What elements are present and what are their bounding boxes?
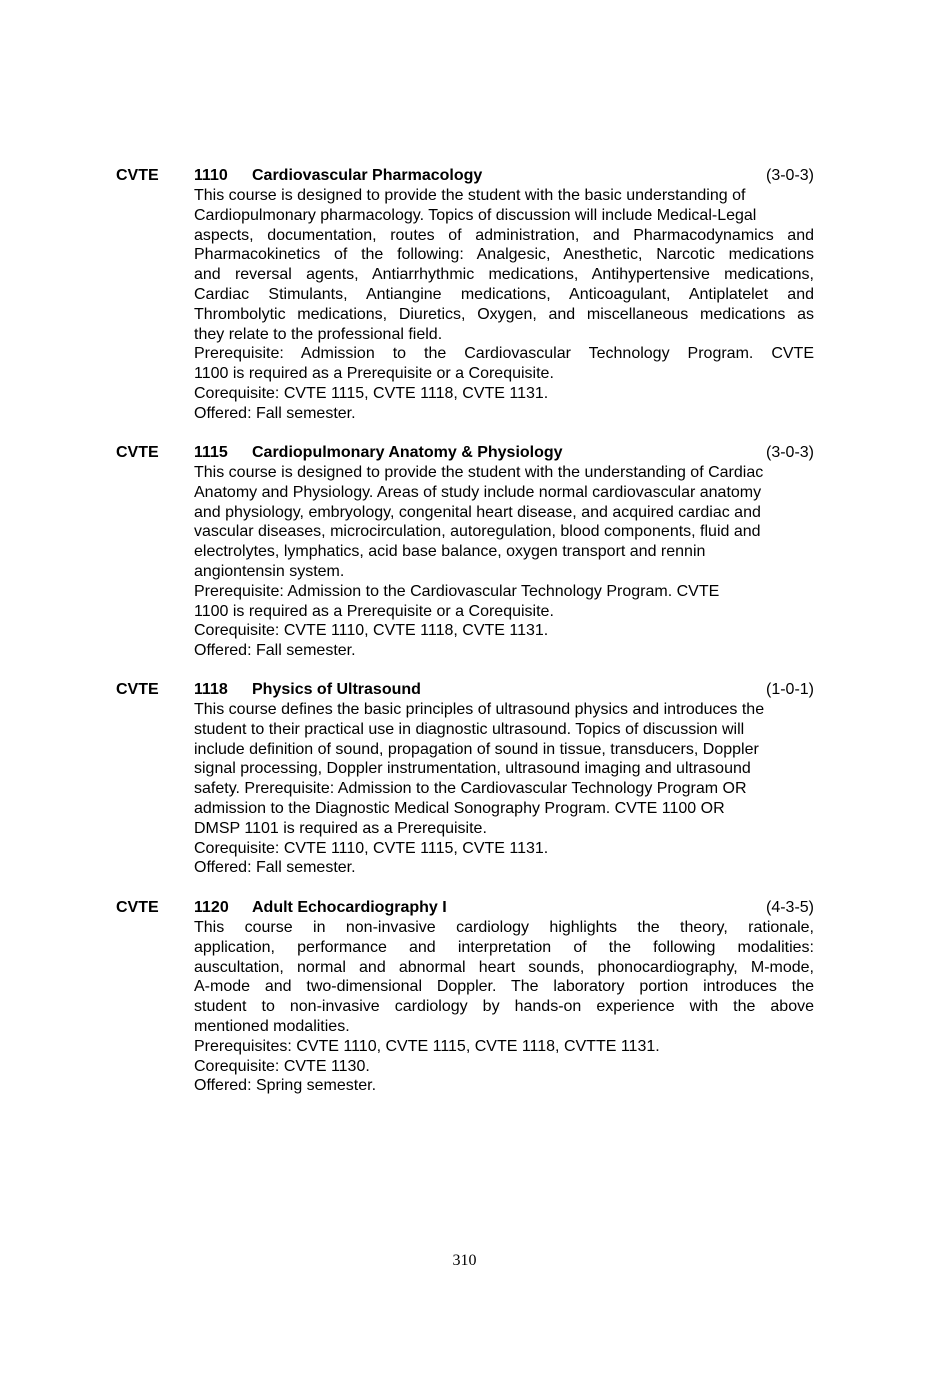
course-dept: CVTE bbox=[116, 167, 159, 184]
description-line: Anatomy and Physiology. Areas of study include normal cardiovascular anatomy bbox=[194, 483, 762, 501]
course-number: 1120 bbox=[194, 899, 229, 916]
course-title: Cardiopulmonary Anatomy & Physiology bbox=[252, 444, 563, 461]
course-title: Cardiovascular Pharmacology bbox=[252, 167, 483, 184]
description-line: 1100 is required as a Prerequisite or a Corequisite. bbox=[194, 365, 554, 383]
description-line: Offered: Fall semester. bbox=[194, 859, 356, 877]
course-credits: (4-3-5) bbox=[765, 899, 814, 916]
description-line: Corequisite: CVTE 1115, CVTE 1118, CVTE 1131. bbox=[194, 384, 549, 402]
course-title: Physics of Ultrasound bbox=[252, 681, 421, 698]
course-credits: (3-0-3) bbox=[765, 444, 814, 461]
course-entry-cvte-1118 bbox=[116, 680, 814, 878]
description-line: Corequisite: CVTE 1130. bbox=[194, 1057, 370, 1075]
description-line: This course in non-invasive cardiology highlights the theory, rationale, bbox=[194, 919, 814, 936]
description-line: aspects, documentation, routes of administration, and Pharmacodynamics and bbox=[194, 226, 814, 244]
description-line: and reversal agents, Antiarrhythmic medications, Antihypertensive medications, bbox=[194, 266, 814, 284]
description-line: application, performance and interpretation of the following modalities: bbox=[194, 938, 814, 956]
course-credits: (3-0-3) bbox=[765, 167, 814, 184]
course-credits: (1-0-1) bbox=[765, 681, 814, 698]
description-line: auscultation, normal and abnormal heart sounds, phonocardiography, M-mode, bbox=[194, 958, 814, 976]
course-entry-cvte-1115 bbox=[116, 443, 814, 661]
course-entry-cvte-1110 bbox=[116, 166, 814, 424]
description-line: mentioned modalities. bbox=[194, 1017, 350, 1035]
description-line: Offered: Fall semester. bbox=[194, 642, 356, 660]
description-line: Prerequisites: CVTE 1110, CVTE 1115, CVTE 1118, CVTTE 1131. bbox=[194, 1037, 660, 1055]
course-description bbox=[194, 463, 814, 661]
course-description bbox=[194, 918, 814, 1096]
course-heading bbox=[116, 166, 814, 186]
description-line: DMSP 1101 is required as a Prerequisite. bbox=[194, 819, 487, 837]
description-line: Corequisite: CVTE 1110, CVTE 1115, CVTE 1131. bbox=[194, 839, 549, 857]
description-line: admission to the Diagnostic Medical Sonography Program. CVTE 1100 OR bbox=[194, 799, 725, 817]
page-number: 310 bbox=[452, 1252, 477, 1269]
course-description bbox=[194, 700, 814, 878]
course-dept: CVTE bbox=[116, 681, 159, 698]
course-title: Adult Echocardiography I bbox=[252, 899, 447, 916]
description-line: signal processing, Doppler instrumentation, ultrasound imaging and ultrasound bbox=[194, 760, 751, 778]
course-entry-cvte-1120 bbox=[116, 898, 814, 1096]
description-line: Corequisite: CVTE 1110, CVTE 1118, CVTE 1131. bbox=[194, 622, 549, 640]
description-line: This course is designed to provide the student with the understanding of Cardiac bbox=[194, 464, 764, 481]
description-line: Cardiopulmonary pharmacology. Topics of discussion will include Medical-Legal bbox=[194, 206, 757, 224]
description-line: and physiology, embryology, congenital heart disease, and acquired cardiac and bbox=[194, 503, 761, 521]
description-line: Offered: Spring semester. bbox=[194, 1077, 377, 1095]
description-line: vascular diseases, microcirculation, autoregulation, blood components, fluid and bbox=[194, 523, 761, 541]
description-line: Thrombolytic medications, Diuretics, Oxygen, and miscellaneous medications as bbox=[194, 305, 814, 323]
description-line: This course is designed to provide the student with the basic understanding of bbox=[194, 187, 746, 204]
description-line: 1100 is required as a Prerequisite or a Corequisite. bbox=[194, 602, 554, 620]
description-line: include definition of sound, propagation of sound in tissue, transducers, Doppler bbox=[194, 740, 759, 758]
course-heading bbox=[116, 898, 814, 918]
description-line: safety. Prerequisite: Admission to the Cardiovascular Technology Program OR bbox=[194, 780, 747, 798]
description-line: Cardiac Stimulants, Antiangine medications, Anticoagulant, Antiplatelet and bbox=[194, 285, 814, 303]
description-line: they relate to the professional field. bbox=[194, 325, 443, 343]
description-line: This course defines the basic principles of ultrasound physics and introduces the bbox=[194, 701, 765, 718]
course-dept: CVTE bbox=[116, 899, 159, 916]
course-heading bbox=[116, 443, 814, 463]
description-line: Offered: Fall semester. bbox=[194, 404, 356, 422]
description-line: angiontensin system. bbox=[194, 562, 345, 580]
description-line: student to non-invasive cardiology by hands-on experience with the above bbox=[194, 998, 814, 1016]
course-number: 1115 bbox=[194, 444, 228, 461]
description-line: Pharmacokinetics of the following: Analgesic, Anesthetic, Narcotic medications bbox=[194, 246, 814, 264]
description-line: electrolytes, lymphatics, acid base balance, oxygen transport and rennin bbox=[194, 543, 706, 561]
course-description bbox=[194, 186, 814, 424]
description-line: A-mode and two-dimensional Doppler. The laboratory portion introduces the bbox=[194, 978, 814, 996]
description-line: student to their practical use in diagnostic ultrasound. Topics of discussion will bbox=[194, 720, 745, 738]
description-line: Prerequisite: Admission to the Cardiovascular Technology Program. CVTE bbox=[194, 582, 720, 600]
description-line: Prerequisite: Admission to the Cardiovascular Technology Program. CVTE bbox=[194, 345, 814, 363]
course-number: 1118 bbox=[194, 681, 228, 698]
course-number: 1110 bbox=[194, 167, 228, 184]
course-dept: CVTE bbox=[116, 444, 159, 461]
course-heading bbox=[116, 680, 814, 700]
